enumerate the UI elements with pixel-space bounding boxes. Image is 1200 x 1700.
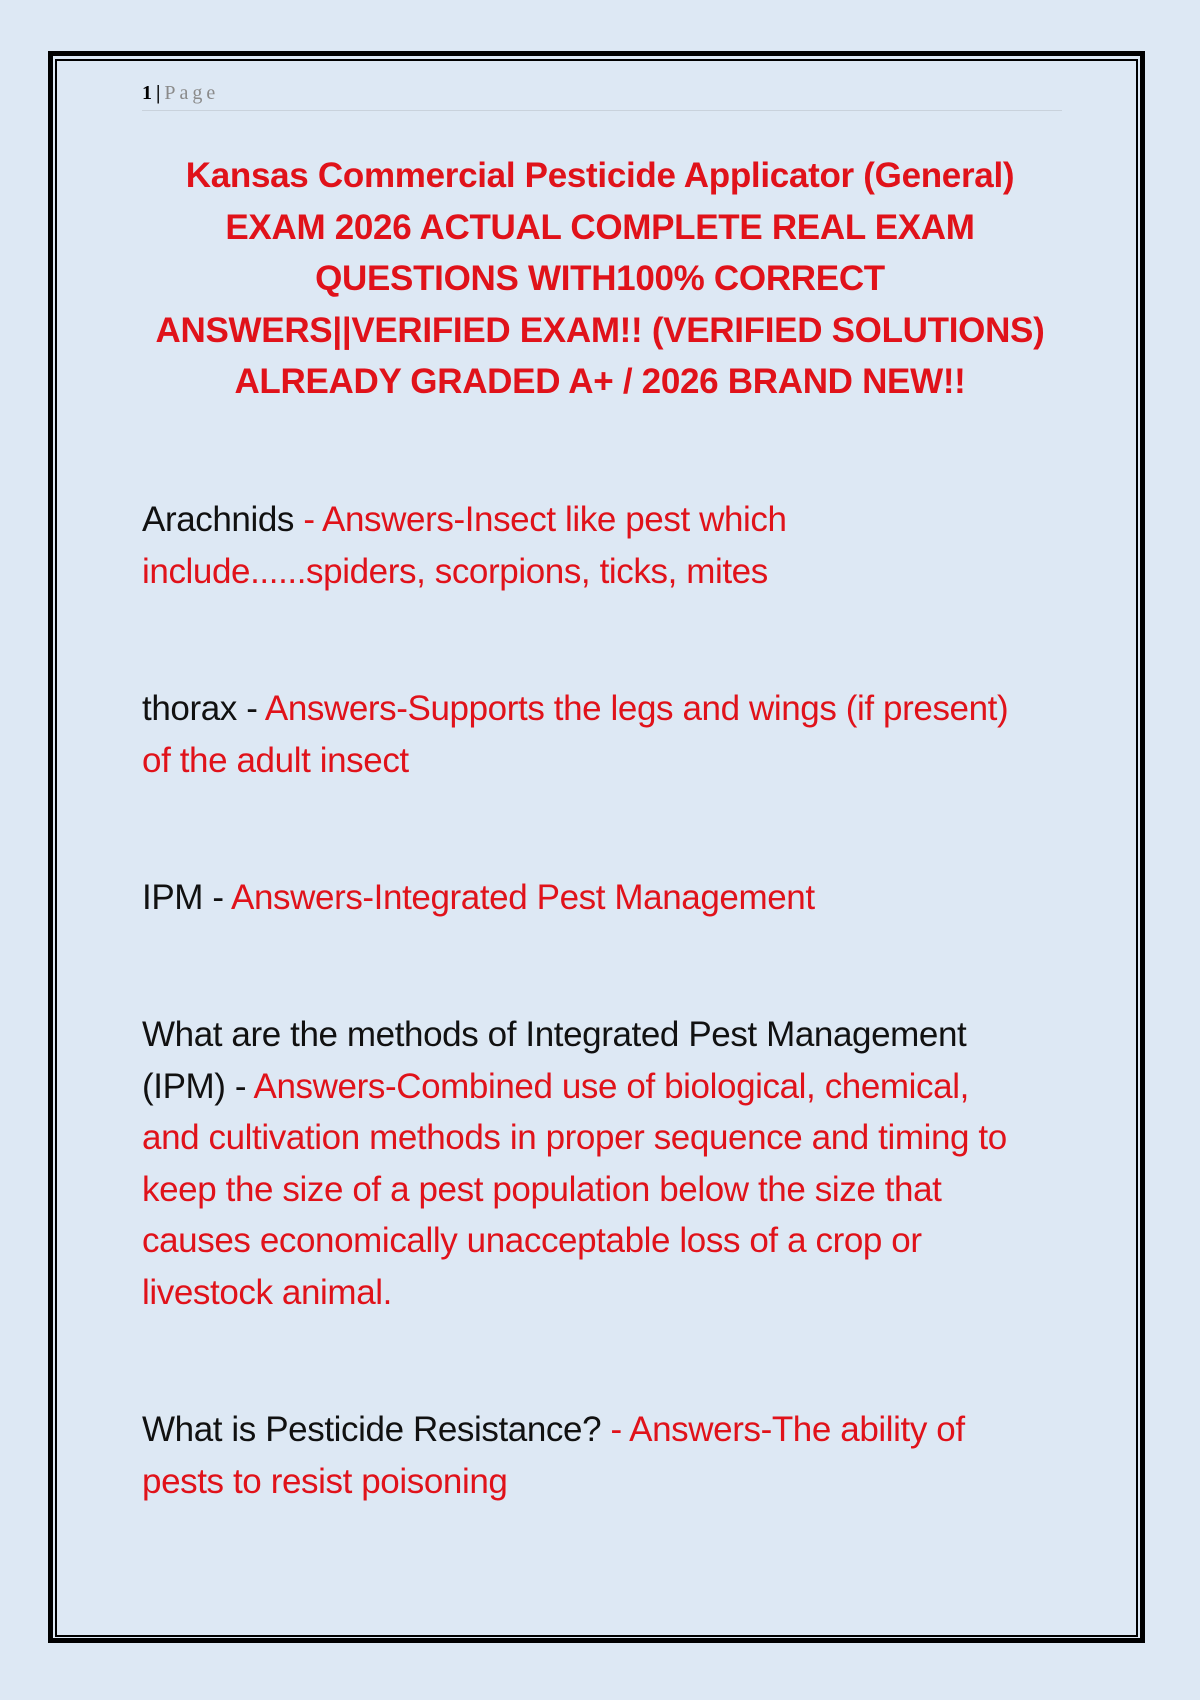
question-text: IPM <box>142 878 204 917</box>
answer-text: Answers-Combined use of biological, chemical, <box>253 1066 969 1106</box>
title-line: ALREADY GRADED A+ / 2026 BRAND NEW!! <box>234 362 966 401</box>
answer-text: Answers-Supports the legs and wings (if present) <box>264 689 1009 728</box>
title-line: EXAM 2026 ACTUAL COMPLETE REAL EXAM <box>225 207 975 247</box>
answer-separator: - <box>294 500 323 539</box>
page-header <box>142 80 1062 111</box>
answer-text: Answers-The ability of <box>629 1410 965 1449</box>
page-separator: | <box>156 82 161 104</box>
answer-separator: - <box>203 878 232 917</box>
question-text: What are the methods of Integrated Pest Management <box>142 1015 967 1054</box>
qa-item-pesticide-resistance <box>142 1404 1062 1507</box>
page-label: Page <box>164 82 220 104</box>
qa-item-ipm <box>142 872 1062 924</box>
answer-separator: - <box>225 1066 254 1106</box>
answer-text: include......spiders, scorpions, ticks, mites <box>142 551 768 591</box>
page-number: 1 <box>142 82 152 104</box>
title-line: Kansas Commercial Pesticide Applicator (General) <box>185 156 1015 195</box>
document-title <box>130 150 1070 408</box>
question-text: Arachnids <box>142 500 295 539</box>
qa-item-thorax <box>142 683 1062 786</box>
question-text: What is Pesticide Resistance? <box>142 1410 602 1449</box>
answer-text: Answers-Integrated Pest Management <box>231 878 815 917</box>
answer-text: and cultivation methods in proper sequence and timing to <box>142 1118 1007 1157</box>
answer-text: pests to resist poisoning <box>142 1461 508 1501</box>
qa-item-arachnids <box>142 494 1062 597</box>
answer-separator: - <box>236 689 265 728</box>
answer-text: keep the size of a pest population below the size that <box>142 1169 942 1209</box>
answer-separator: - <box>601 1410 630 1449</box>
question-text: thorax <box>142 689 237 728</box>
title-line: QUESTIONS WITH100% CORRECT <box>315 259 885 298</box>
answer-text: causes economically unacceptable loss of a crop or <box>142 1221 922 1260</box>
answer-text: Answers-Insect like pest which <box>322 500 787 539</box>
answer-text: of the adult insect <box>142 740 409 780</box>
question-text: (IPM) <box>142 1066 226 1106</box>
qa-item-ipm-methods <box>142 1009 1062 1318</box>
answer-text: livestock animal. <box>142 1272 392 1312</box>
title-line: ANSWERS||VERIFIED EXAM!! (VERIFIED SOLUTIONS) <box>155 310 1045 350</box>
